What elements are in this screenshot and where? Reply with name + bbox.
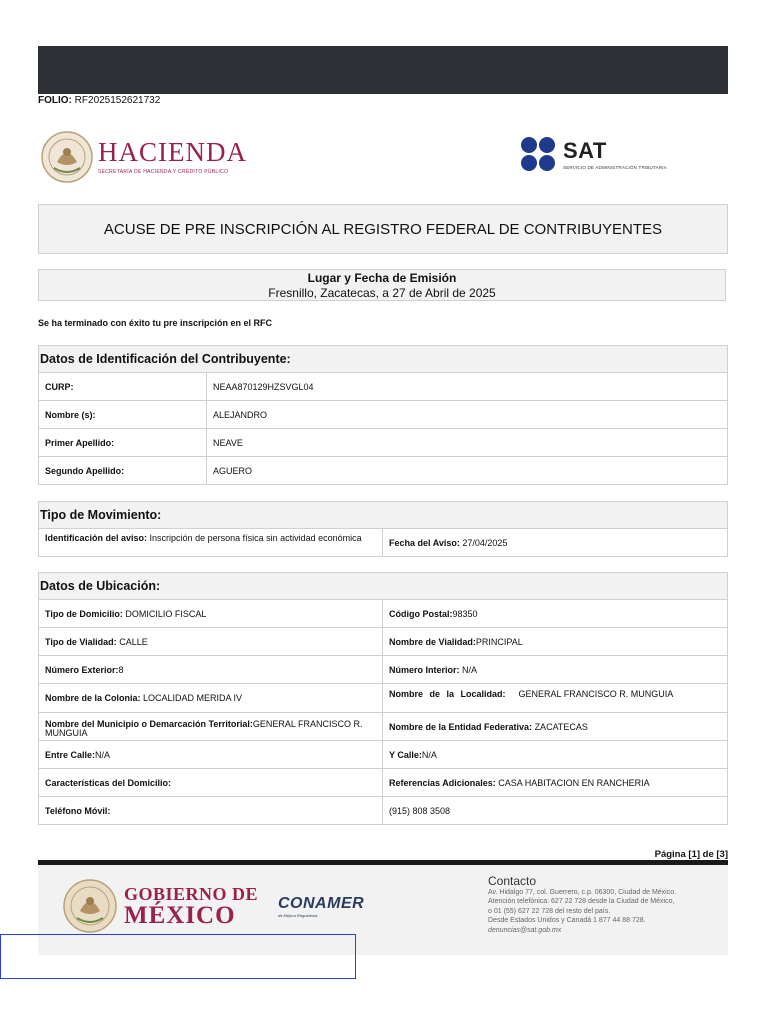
table-row — [39, 797, 727, 824]
sat-dots-icon — [520, 136, 558, 174]
lugar-value: Fresnillo, Zacatecas, a 27 de Abril de 2025 — [268, 286, 496, 300]
table-row — [39, 769, 727, 797]
table-row — [39, 684, 727, 713]
row-value: NEAA870129HZSVGL04 — [213, 381, 314, 392]
cell-value: N/A — [421, 749, 437, 760]
folio-label: FOLIO: — [38, 95, 72, 106]
cell-label: Tipo de Domicilio: — [45, 608, 123, 619]
left-cell — [39, 713, 383, 740]
cell-label: Características del Domicilio: — [45, 777, 172, 788]
left-cell — [39, 684, 383, 712]
cell-label: Y Calle: — [389, 749, 422, 760]
cell-value: CASA HABITACION EN RANCHERIA — [498, 777, 650, 788]
success-message: Se ha terminado con éxito tu pre inscripción en el RFC — [38, 318, 273, 328]
lugar-heading: Lugar y Fecha de Emisión — [307, 271, 457, 285]
right-cell — [383, 769, 727, 796]
cell-label: Nombre de la Localidad: — [389, 689, 506, 699]
ubicacion-section — [38, 572, 728, 825]
left-cell — [39, 600, 383, 627]
right-cell — [383, 797, 727, 824]
sat-title: SAT — [563, 138, 607, 163]
cell-value: CALLE — [119, 636, 148, 647]
cell-value: PRINCIPAL — [475, 636, 523, 647]
lugar-fecha-box — [38, 269, 726, 301]
cell-value: GENERAL FRANCISCO R. MUNGUIA — [518, 689, 674, 699]
section-heading: Datos de Ubicación: — [39, 573, 727, 600]
contacto-heading: Contacto — [488, 874, 537, 888]
hacienda-subtitle: SECRETARÍA DE HACIENDA Y CRÉDITO PÚBLICO — [98, 169, 229, 175]
identificacion-section — [38, 345, 728, 485]
section-heading: Datos de Identificación del Contribuyente: — [39, 346, 727, 373]
conamer-title: CONAMER — [278, 895, 365, 912]
cell-label: Entre Calle: — [45, 749, 96, 760]
cell-label: Nombre del Municipio o Demarcación Territorial: — [45, 719, 253, 729]
cell-value: ZACATECAS — [534, 721, 588, 732]
cell-value: LOCALIDAD MERIDA IV — [143, 693, 243, 703]
mexico-seal-icon — [40, 130, 94, 184]
table-row — [39, 628, 727, 656]
table-row — [39, 741, 727, 769]
folio — [38, 95, 160, 106]
left-cell — [39, 769, 383, 796]
contacto-line: Av. Hidalgo 77, col. Guerrero, c.p. 06300, Ciudad de México. — [488, 889, 677, 896]
row-label: Nombre (s): — [39, 401, 207, 428]
cell-label: Referencias Adicionales: — [389, 777, 496, 788]
document-title: ACUSE DE PRE INSCRIPCIÓN AL REGISTRO FEDERAL DE CONTRIBUYENTES — [38, 204, 728, 254]
fecha-aviso-value: 27/04/2025 — [462, 537, 508, 548]
cell-label: Número Exterior: — [45, 664, 119, 675]
selection-box[interactable] — [0, 934, 356, 979]
right-cell — [383, 656, 727, 683]
cell-value: (915) 808 3508 — [389, 805, 451, 816]
cell-value: GENERAL FRANCISCO R. MUNGUIA — [45, 719, 363, 738]
row-value: AGUERO — [213, 465, 253, 476]
header-bar — [38, 46, 728, 94]
mexico-seal-icon — [62, 878, 118, 934]
row-label: Primer Apellido: — [39, 429, 207, 456]
right-cell — [383, 713, 727, 740]
left-cell — [39, 797, 383, 824]
cell-value: N/A — [462, 664, 478, 675]
page-indicator: Página [1] de [3] — [654, 849, 728, 860]
contacto-block — [488, 874, 718, 935]
row-value: ALEJANDRO — [213, 409, 268, 420]
section-heading: Tipo de Movimiento: — [39, 502, 727, 529]
gobierno-line2: MÉXICO — [124, 902, 236, 929]
table-row — [39, 656, 727, 684]
table-row — [39, 457, 727, 484]
table-row — [39, 429, 727, 457]
cell-label: Código Postal: — [389, 608, 453, 619]
right-cell — [383, 600, 727, 627]
gobierno-logo — [62, 878, 258, 934]
aviso-value: Inscripción de persona física sin actividad económica — [149, 533, 362, 543]
contacto-line: o 01 (55) 627 22 728 del resto del país. — [488, 907, 611, 915]
table-row — [39, 373, 727, 401]
contacto-email[interactable]: denuncias@sat.gob.mx — [488, 926, 562, 934]
cell-value: DOMICILIO FISCAL — [125, 608, 207, 619]
table-row — [39, 600, 727, 628]
aviso-cell — [39, 529, 383, 556]
right-cell — [383, 684, 727, 712]
cell-label: Tipo de Vialidad: — [45, 636, 117, 647]
fecha-aviso-label: Fecha del Aviso: — [389, 537, 460, 548]
conamer-logo — [278, 895, 364, 918]
left-cell — [39, 628, 383, 655]
row-label: Segundo Apellido: — [39, 457, 207, 484]
table-row — [39, 529, 727, 556]
conamer-subtitle: de Mejora Regulatoria — [278, 913, 318, 918]
movimiento-section — [38, 501, 728, 557]
hacienda-logo — [40, 126, 265, 188]
sat-subtitle: SERVICIO DE ADMINISTRACIÓN TRIBUTARIA — [563, 165, 667, 170]
cell-label: Teléfono Móvil: — [45, 805, 111, 816]
cell-label: Número Interior: — [389, 664, 460, 675]
cell-value: N/A — [95, 749, 111, 760]
right-cell — [383, 628, 727, 655]
table-row — [39, 401, 727, 429]
contacto-line: Desde Estados Unidos y Canadá 1 877 44 88 728. — [488, 917, 646, 925]
cell-label: Nombre de la Entidad Federativa: — [389, 721, 533, 732]
fecha-aviso-cell — [383, 529, 727, 556]
aviso-label: Identificación del aviso: — [45, 533, 148, 543]
cell-value: 98350 — [452, 608, 478, 619]
left-cell — [39, 741, 383, 768]
sat-logo — [520, 130, 695, 180]
cell-value: 8 — [118, 664, 124, 675]
row-label: CURP: — [39, 373, 207, 400]
folio-value: RF2025152621732 — [74, 95, 161, 106]
cell-label: Nombre de la Colonia: — [45, 693, 141, 703]
left-cell — [39, 656, 383, 683]
gobierno-line1: GOBIERNO DE — [124, 884, 259, 904]
row-value: NEAVE — [213, 437, 243, 448]
table-row — [39, 713, 727, 741]
right-cell — [383, 741, 727, 768]
hacienda-title: HACIENDA — [98, 137, 247, 167]
contacto-line: Atención telefónica: 627 22 728 desde la Ciudad de México, — [488, 898, 675, 906]
cell-label: Nombre de Vialidad: — [389, 636, 476, 647]
